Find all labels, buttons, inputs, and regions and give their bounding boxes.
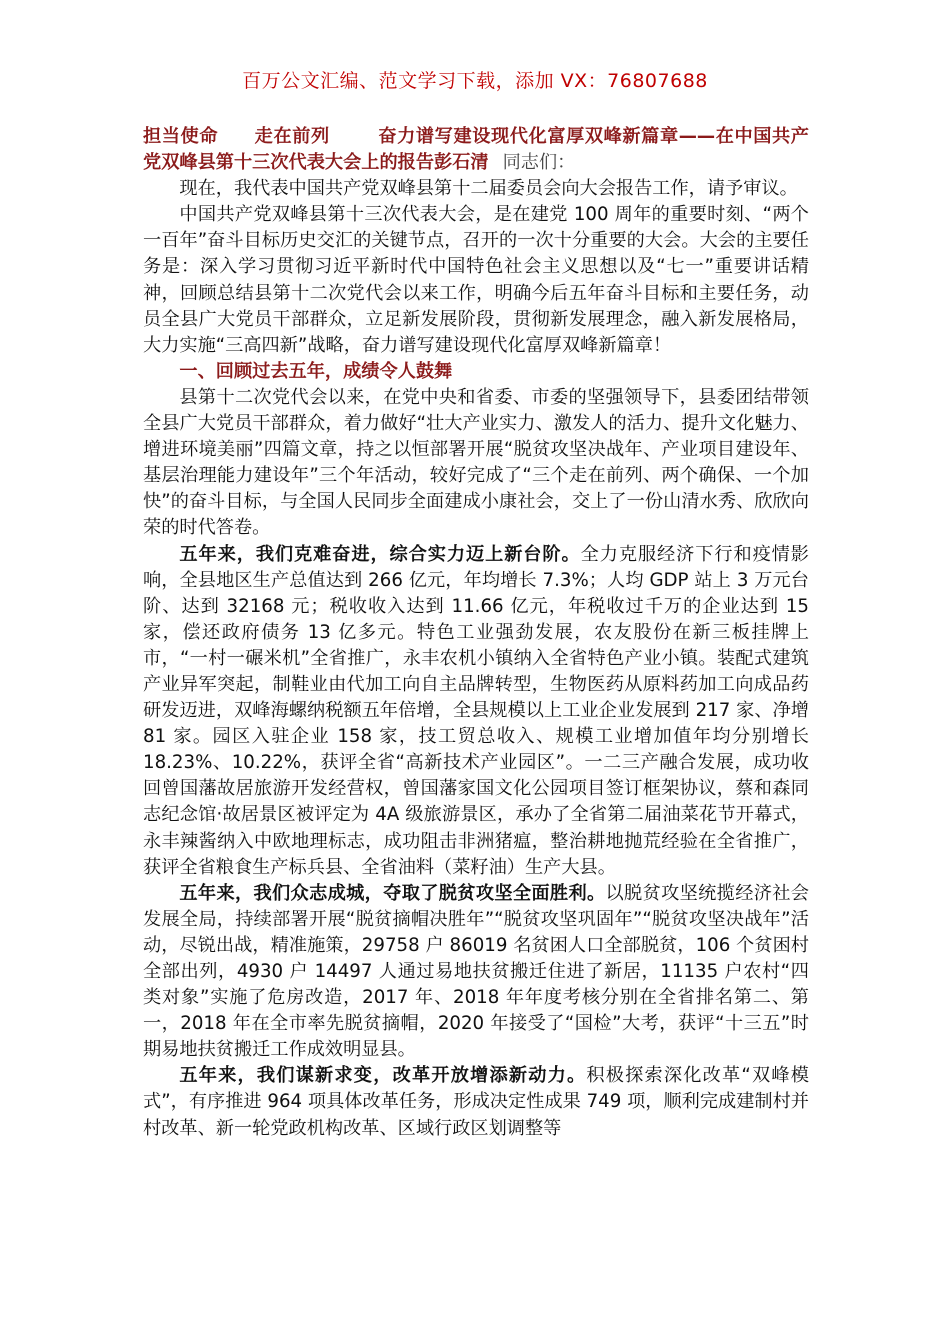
paragraph-body: 以脱贫攻坚统揽经济社会发展全局，持续部署开展“脱贫摘帽决胜年”“脱贫攻坚巩固年”“脱贫攻坚决战年”活动，尽锐出战，精准施策，29758 户 86019 名贫困人口全部脱贫，106 个贫困村全部出列，4930 户 14497 人通过易地扶贫搬迁住进了新居，11135 户农村“四类对象”实施了危房改造，2017 年、2018 年年度考核分别在全省排名第二、第一，2018 年在全市率先脱贫摘帽，2020 年接受了“国检”大考，获评“十三五”时期易地扶贫搬迁工作成效明显县。: [143, 882, 809, 1061]
paragraph-lead: 五年来，我们克难奋进，综合实力迈上新台阶。: [179, 543, 581, 565]
paragraph-lead: 五年来，我们众志成城，夺取了脱贫攻坚全面胜利。: [179, 882, 606, 904]
paragraph: [143, 1063, 809, 1141]
title-part-3: 奋力谱写建设现代化富厚双峰新篇章——在中国共产党双峰县第十三次代表大会上的报告彭石清: [143, 126, 809, 174]
paragraph-body: 全力克服经济下行和疫情影响，全县地区生产总值达到 266 亿元，年均增长 7.3%；人均 GDP 站上 3 万元台阶、达到 32168 元；税收收入达到 11.66 亿元，年税收过千万的企业达到 15 家，偿还政府债务 13 亿多元。特色工业强劲发展，农友股份在新三板挂牌上市，“一村一碾米机”全省推广，永丰农机小镇纳入全省特色产业小镇。装配式建筑产业异军突起，制鞋业由代加工向自主品牌转型，生物医药从原料药加工向成品药研发迈进，双峰海螺纳税额五年倍增，全县规模以上工业企业发展到 217 家、净增 81 家。园区入驻企业 158 家，技工贸总收入、规模工业增加值年均分别增长 18.23%、10.22%，获评全省“高新技术产业园区”。一二三产融合发展，成功收回曾国藩故居旅游开发经营权，曾国藩家国文化公园项目签订框架协议，蔡和森同志纪念馆·故居景区被评定为 4A 级旅游景区，承办了全省第二届油菜花节开幕式，永丰辣酱纳入中欧地理标志，成功阻击非洲猪瘟，整治耕地抛荒经验在全省推广，获评全省粮食生产标兵县、全省油料（菜籽油）生产大县。: [143, 543, 809, 878]
paragraph: 现在，我代表中国共产党双峰县第十二届委员会向大会报告工作，请予审议。: [179, 178, 798, 200]
document-body: [143, 124, 809, 1142]
salutation: 同志们：: [502, 152, 576, 174]
title-part-1: 担当使命: [143, 126, 219, 147]
paragraph: 中国共产党双峰县第十三次代表大会，是在建党 100 周年的重要时刻、“两个一百年”奋斗目标历史交汇的关键节点，召开的一次十分重要的大会。大会的主要任务是：深入学习贯彻习近平新时代中国特色社会主义思想以及“七一”重要讲话精神，回顾总结县第十二次党代会以来工作，明确今后五年奋斗目标和主要任务，动员全县广大党员干部群众，立足新发展阶段，贯彻新发展理念，融入新发展格局，大力实施“三高四新”战略，奋力谱写建设现代化富厚双峰新篇章！: [143, 204, 809, 356]
title-part-2: 走在前列: [254, 126, 330, 147]
paragraph-lead: 五年来，我们谋新求变，改革开放增添新动力。: [179, 1065, 587, 1087]
section-heading: 一、回顾过去五年，成绩令人鼓舞: [179, 360, 453, 382]
paragraph: 县第十二次党代会以来，在党中央和省委、市委的坚强领导下，县委团结带领全县广大党员干部群众，着力做好“壮大产业实力、激发人的活力、提升文化魅力、增进环境美丽”四篇文章，持之以恒部署开展“脱贫攻坚决战年、产业项目建设年、基层治理能力建设年”三个年活动，较好完成了“三个走在前列、两个确保、一个加快”的奋斗目标，与全国人民同步全面建成小康社会，交上了一份山清水秀、欣欣向荣的时代答卷。: [143, 386, 809, 539]
paragraph: [143, 542, 809, 881]
paragraph-body: 积极探索深化改革“双峰模式”，有序推进 964 项具体改革任务，形成决定性成果 749 项，顺利完成建制村并村改革、新一轮党政机构改革、区域行政区划调整等: [143, 1065, 809, 1139]
header-banner: 百万公文汇编、范文学习下载，添加 VX：76807688: [242, 70, 708, 92]
report-title: [143, 124, 809, 176]
paragraph: [143, 881, 809, 1064]
